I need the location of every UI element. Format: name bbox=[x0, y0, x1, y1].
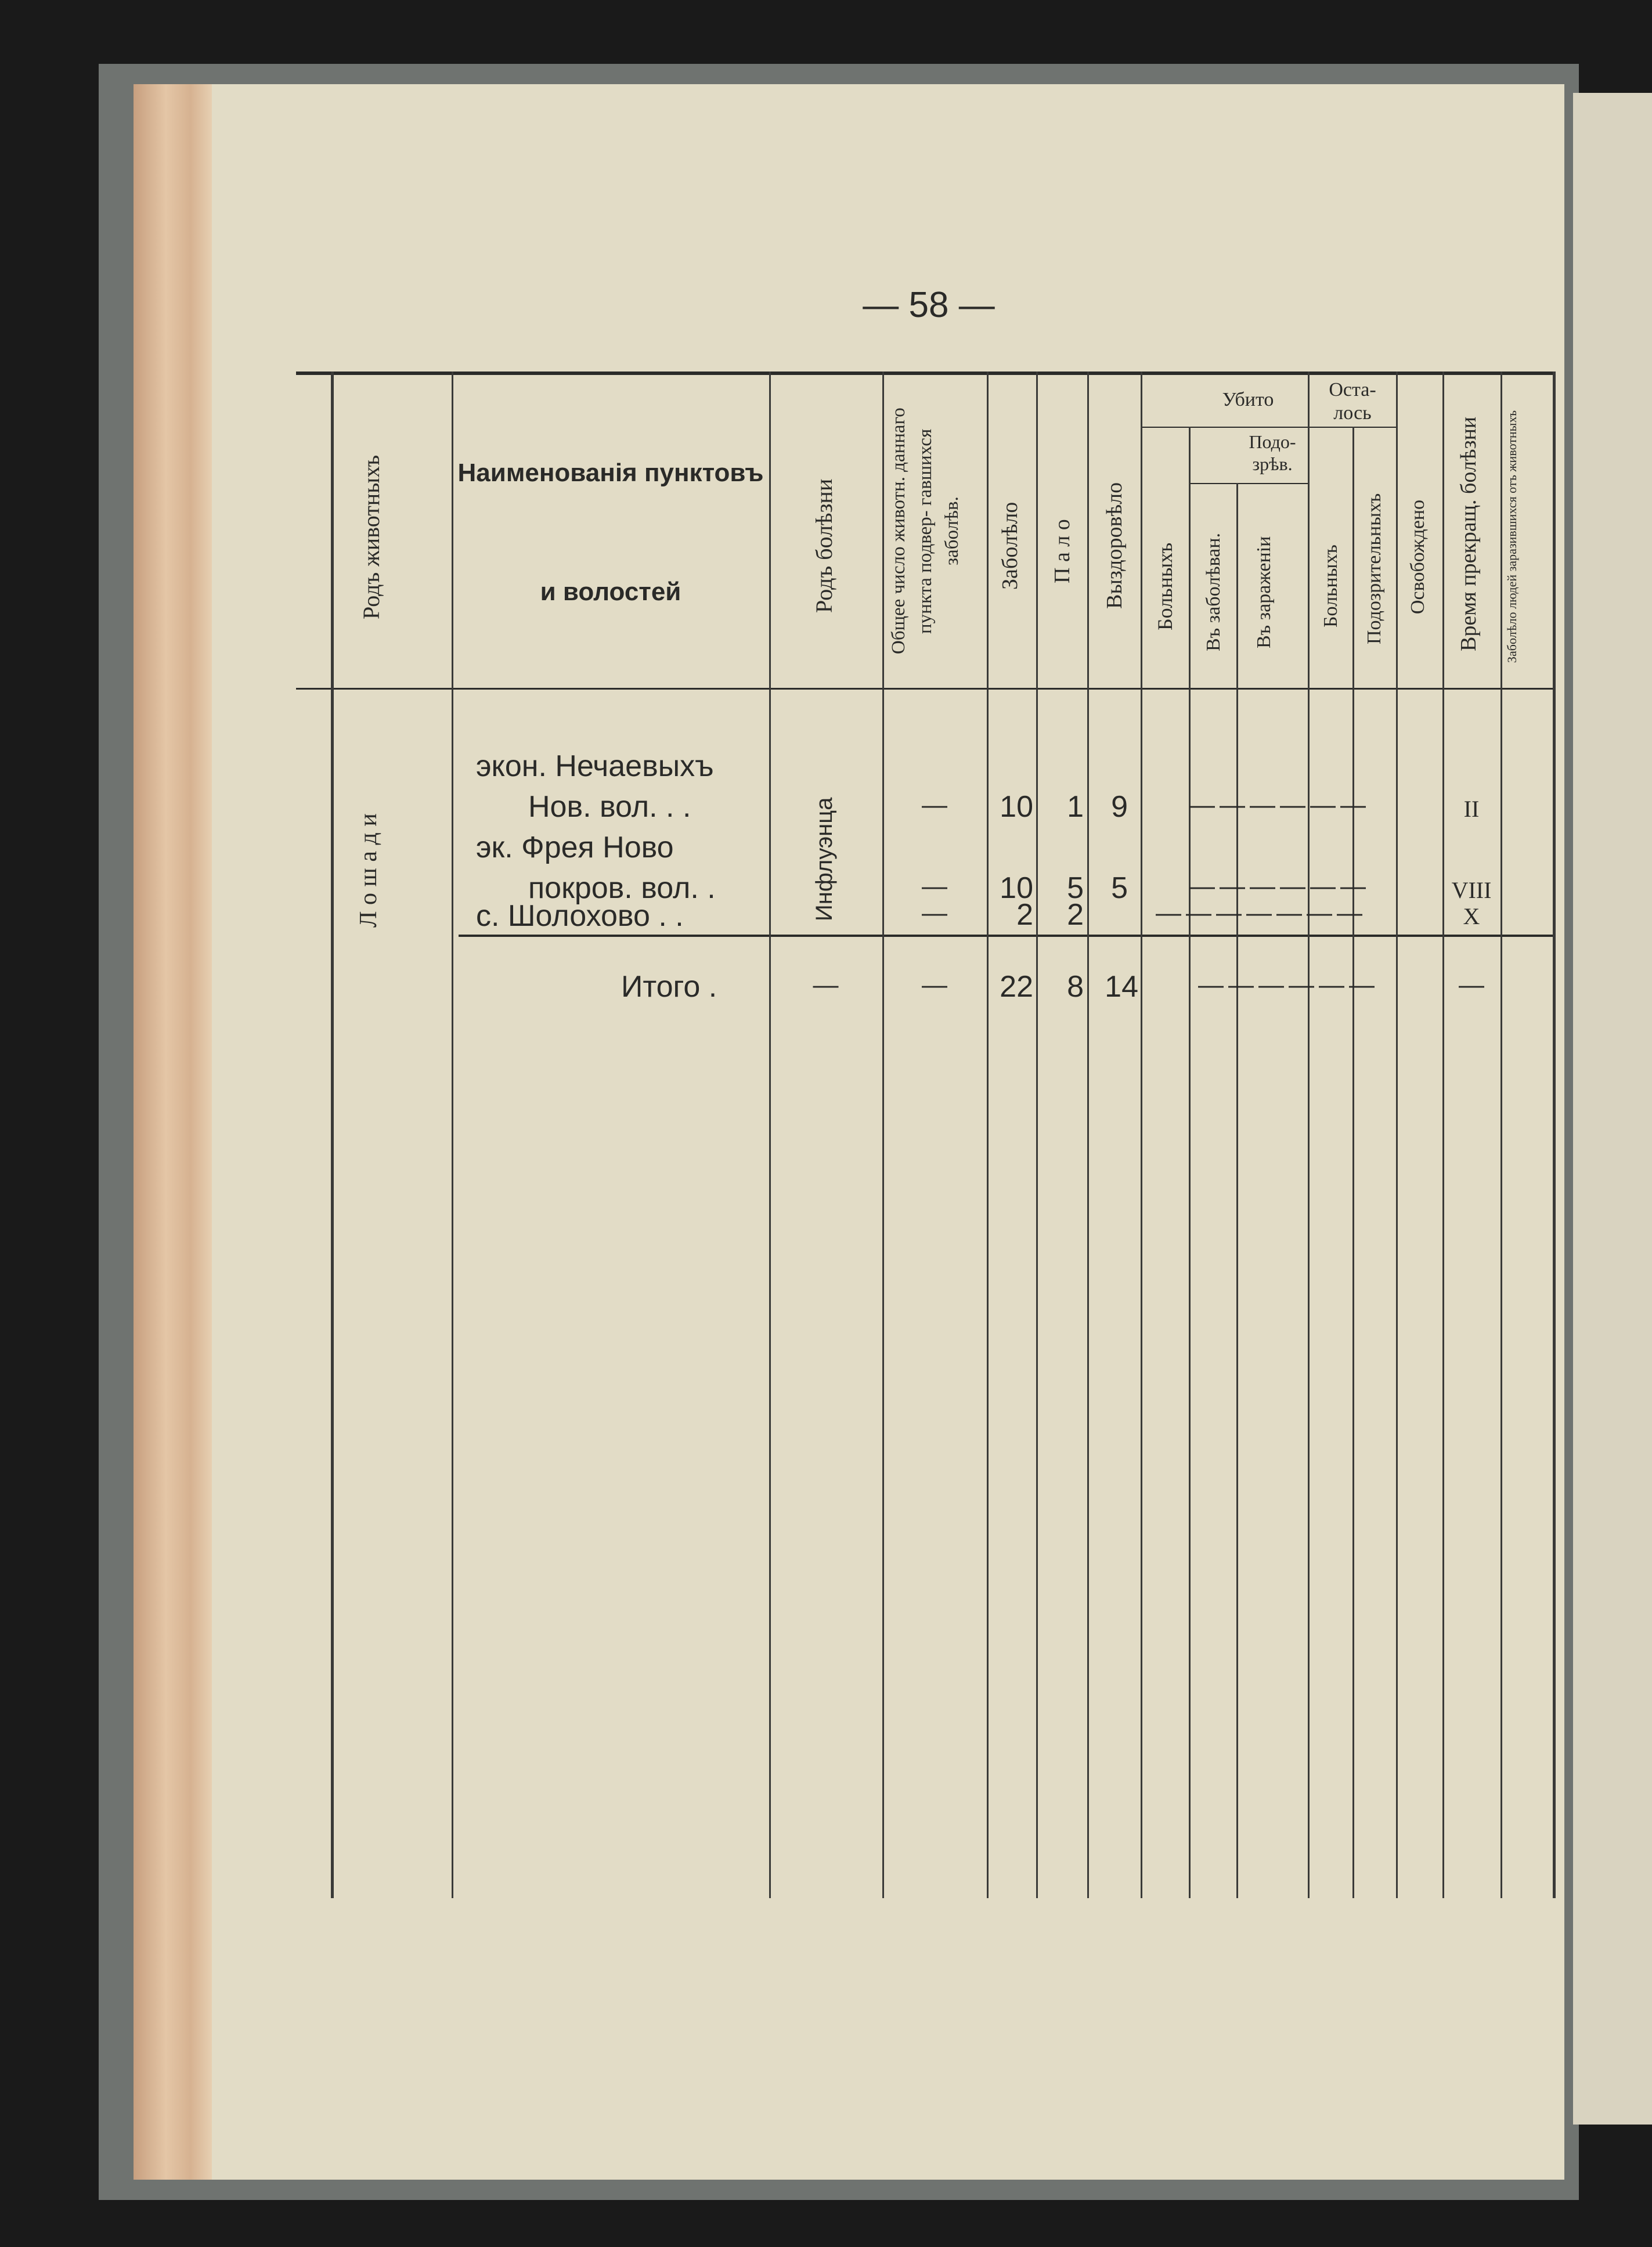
col-rule bbox=[1352, 427, 1354, 1898]
header-in-illness: Въ заболѣван. bbox=[1203, 533, 1224, 651]
row-2-recovered: 5 bbox=[1111, 871, 1128, 905]
header-disease: Родъ болѣзни bbox=[811, 478, 837, 613]
total-ill: 22 bbox=[1000, 970, 1033, 1004]
row-1-total: — bbox=[922, 791, 947, 819]
header-died: П а л о bbox=[1050, 519, 1074, 584]
header-remained-group: Оста- лось bbox=[1329, 379, 1376, 424]
row-1-died: 1 bbox=[1067, 790, 1084, 824]
col-rule bbox=[1036, 372, 1038, 1898]
row-3-end: X bbox=[1463, 903, 1480, 929]
disease-influenza: Инфлуэнца bbox=[811, 797, 837, 921]
table-right-rule bbox=[1553, 372, 1556, 1898]
header-people-infected: Заболѣло людей заразившихся отъ животныхъ bbox=[1505, 410, 1519, 663]
header-fell-ill: Заболѣло bbox=[998, 502, 1022, 590]
row-2-name-line1: эк. Фрея Ново bbox=[476, 831, 674, 864]
row-1-name-line2: Нов. вол. . . bbox=[528, 790, 691, 824]
header-suspected-group: Подо- зрѣв. bbox=[1249, 431, 1296, 474]
header-recovered: Выздоровѣло bbox=[1102, 482, 1127, 609]
header-points-line2: и волостей bbox=[540, 578, 681, 606]
row-2-name-line2: покров. вол. . bbox=[528, 871, 716, 905]
row-2-total: — bbox=[922, 872, 947, 900]
col-rule bbox=[1500, 372, 1502, 1898]
header-remained-suspect: Подозрительныхъ bbox=[1364, 493, 1385, 645]
col-rule bbox=[1189, 427, 1191, 1898]
row-1-recovered: 9 bbox=[1111, 790, 1128, 824]
col-rule bbox=[1396, 372, 1398, 1898]
header-animal-kind: Родъ животныхъ bbox=[358, 455, 384, 619]
row-2-died: 5 bbox=[1067, 871, 1084, 905]
total-recovered: 14 bbox=[1105, 970, 1138, 1004]
killed-group-rule bbox=[1141, 427, 1396, 428]
row-3-name-line1: с. Шолохово . . bbox=[476, 899, 684, 933]
row-1-end: II bbox=[1463, 796, 1480, 822]
row-3-died: 2 bbox=[1067, 898, 1084, 932]
header-released: Освобождено bbox=[1407, 500, 1429, 615]
page-edges bbox=[134, 84, 215, 2180]
suspect-group-rule bbox=[1189, 483, 1308, 484]
col-rule bbox=[1308, 372, 1310, 1898]
total-dashes: —————— bbox=[1198, 971, 1379, 999]
next-page-edge bbox=[1573, 93, 1652, 2125]
row-1-dashes: —————— bbox=[1189, 791, 1370, 819]
total-label: Итого . bbox=[621, 970, 717, 1004]
total-top-rule bbox=[459, 935, 1556, 937]
header-bottom-rule bbox=[296, 688, 1556, 690]
header-remained-sick: Больныхъ bbox=[1320, 544, 1341, 628]
col-rule bbox=[882, 372, 884, 1898]
col-rule bbox=[1236, 483, 1238, 1898]
header-in-infection: Въ зараженіи bbox=[1253, 536, 1275, 648]
col-rule bbox=[987, 372, 989, 1898]
col-rule bbox=[769, 372, 771, 1898]
total-animals: — bbox=[922, 971, 947, 999]
row-1-ill: 10 bbox=[1000, 790, 1033, 824]
header-end-time: Время прекращ. болѣзни bbox=[1456, 416, 1481, 652]
header-points-line1: Наименованія пунктовъ bbox=[457, 459, 764, 487]
table-left-rule bbox=[331, 372, 334, 1898]
col-rule bbox=[452, 372, 453, 1898]
row-2-dashes: —————— bbox=[1189, 872, 1370, 900]
total-end: — bbox=[1459, 971, 1484, 999]
group-label-horses: Л о ш а д и bbox=[355, 813, 382, 928]
total-disease: — bbox=[813, 971, 839, 999]
row-1-name-line1: экон. Нечаевыхъ bbox=[476, 749, 714, 783]
row-3-total: — bbox=[922, 899, 947, 927]
row-3-ill: 2 bbox=[1016, 898, 1033, 932]
page-number: — 58 — bbox=[863, 285, 995, 325]
col-rule bbox=[1141, 372, 1142, 1898]
header-total-animals: Общее число животн. даннаго пункта подвер- гавшихся заболѣв. bbox=[888, 407, 962, 655]
row-3-dashes: ——————— bbox=[1156, 899, 1367, 927]
col-rule bbox=[1442, 372, 1444, 1898]
statistics-table bbox=[296, 372, 1556, 1898]
header-killed-group: Убито bbox=[1222, 389, 1274, 410]
col-rule bbox=[1087, 372, 1089, 1898]
row-2-ill: 10 bbox=[1000, 871, 1033, 905]
header-killed-sick: Больныхъ bbox=[1153, 542, 1177, 630]
total-died: 8 bbox=[1067, 970, 1084, 1004]
table-top-rule bbox=[296, 372, 1556, 375]
row-2-end: VIII bbox=[1451, 877, 1492, 903]
